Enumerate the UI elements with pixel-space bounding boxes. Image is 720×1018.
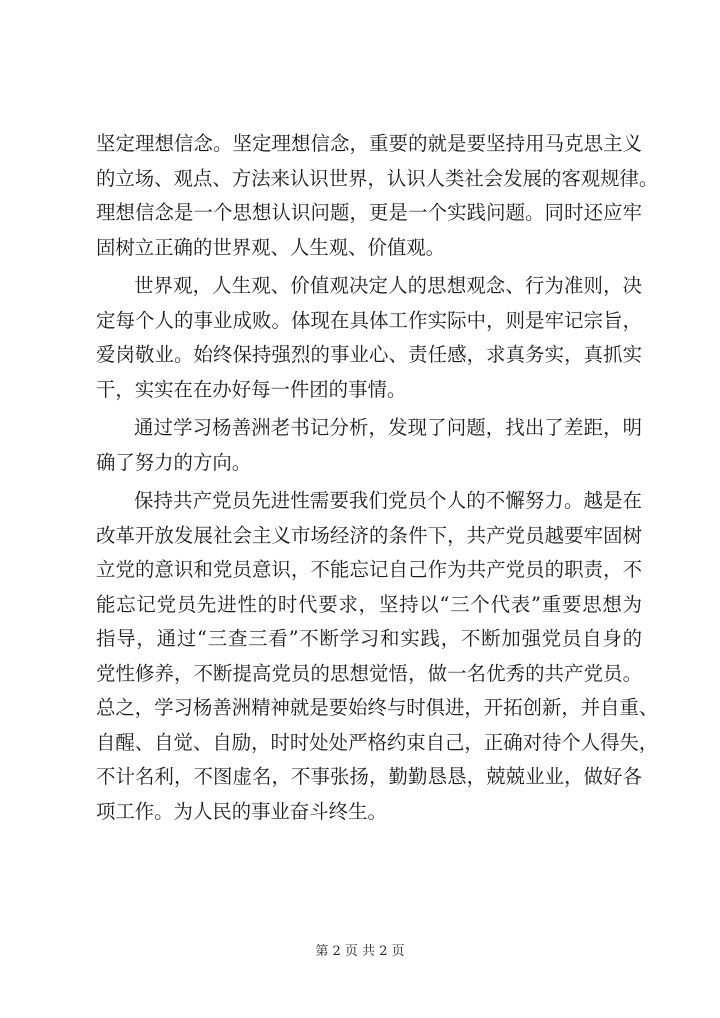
document-body xyxy=(96,127,659,829)
text-line: 保持共产党员先进性需要我们党员个人的不懈努力。越是在 xyxy=(134,489,642,512)
text-line: 干，实实在在办好每一件团的事情。 xyxy=(96,377,407,401)
text-line: 指导，通过“三查三看”不断学习和实践，不断加强党员自身的 xyxy=(96,627,642,650)
text-line: 固树立正确的世界观、人生观、价值观。 xyxy=(96,235,446,259)
text-line: 立党的意识和党员意识，不能忘记自己作为共产党员的职责，不 xyxy=(96,558,642,581)
paragraph-party-members xyxy=(96,484,659,829)
text-line: 确了努力的方向。 xyxy=(96,450,252,474)
text-line: 自醒、自觉、自励，时时处处严格约束自己，正确对待个人得失， xyxy=(96,730,659,754)
text-line: 党性修养，不断提高党员的思想觉悟，做一名优秀的共产党员。 xyxy=(96,661,642,685)
paragraph-worldview xyxy=(96,269,642,407)
paragraph-learning xyxy=(96,411,642,480)
text-line: 坚定理想信念。坚定理想信念，重要的就是要坚持用马克思主义 xyxy=(96,132,642,155)
text-line: 理想信念是一个思想认识问题，更是一个实践问题。同时还应牢 xyxy=(96,201,642,224)
text-line: 世界观，人生观、价值观决定人的思想观念、行为准则，决 xyxy=(134,274,642,297)
text-line: 的立场、观点、方法来认识世界，认识人类社会发展的客观规律。 xyxy=(96,166,659,190)
text-line: 爱岗敬业。始终保持强烈的事业心、责任感，求真务实，真抓实 xyxy=(96,343,642,366)
paragraph-ideals xyxy=(96,127,659,265)
text-line: 项工作。为人民的事业奋斗终生。 xyxy=(96,799,387,823)
text-line: 能忘记党员先进性的时代要求，坚持以“三个代表”重要思想为 xyxy=(96,592,642,616)
text-line: 通过学习杨善洲老书记分析，发现了问题，找出了差距，明 xyxy=(134,416,642,439)
text-line: 定每个人的事业成败。体现在具体工作实际中，则是牢记宗旨， xyxy=(96,308,642,332)
text-line: 不计名利，不图虚名，不事张扬，勤勤恳恳，兢兢业业，做好各 xyxy=(96,765,642,788)
text-line: 总之，学习杨善洲精神就是要始终与时俱进，开拓创新，并自重、 xyxy=(96,696,659,719)
page-number-footer: 第 2 页 共 2 页 xyxy=(315,944,405,959)
text-line: 改革开放发展社会主义市场经济的条件下，共产党员越要牢固树 xyxy=(96,523,642,547)
